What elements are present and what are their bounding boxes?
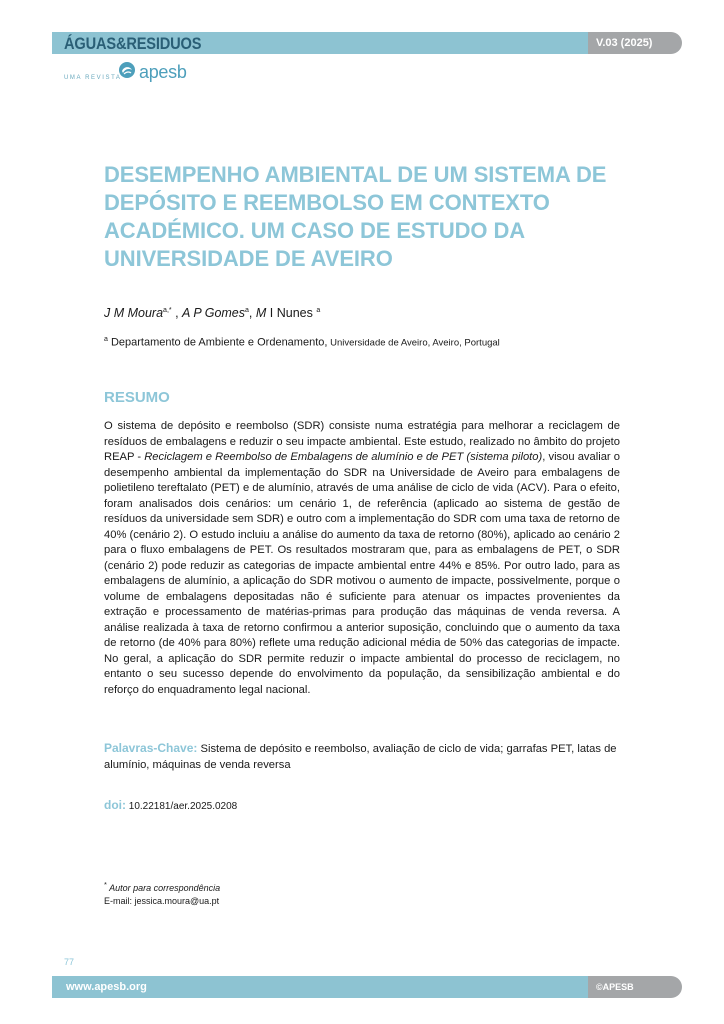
volume-badge: V.03 (2025) (588, 32, 682, 54)
abstract-text (104, 419, 620, 698)
author-3-name: I Nunes (266, 306, 313, 320)
apesb-swirl-icon (118, 61, 136, 84)
page-number: 77 (64, 957, 75, 967)
corresponding-email[interactable]: E-mail: jessica.moura@ua.pt (104, 896, 220, 906)
author-3-affil-mark: a (316, 306, 321, 314)
affiliation-mark: a (104, 336, 108, 343)
affiliation (104, 336, 500, 349)
keywords (104, 741, 620, 773)
doi (104, 798, 237, 812)
author-1: J M Moura (104, 306, 164, 320)
corresponding-mark: * (104, 880, 107, 889)
author-separator: , (248, 306, 256, 320)
abstract-part-2: , visou avaliar o desempenho ambiental da implementação do SDR na Universidade de Aveiro para embalagens de polietileno tereftalato (PET) e de alumínio, através de uma análise de ciclo de vida (ACV). Para o efeito, foram analisados dois cenários: um cenário 1, de referência (aplicado ao sistema de gestão de resíduos da universidade sem SDR) e outro com a implementação do SDR com uma taxa de retorno de 40% (cenário 2). O estudo incluiu a análise do aumento da taxa de retorno (80%), aplicado ao cenário 2 para o fluxo embalagens de PET. Os resultados mostraram que, para as embalagens de PET, o SDR (cenário 2) pode reduzir as categorias de impacte ambiental entre 44% e 85%. Por outro lado, para as embalagens de alumínio, a aplicação do SDR motivou o aumento de impacte, possivelmente, porque o volume de embalagens depositadas não é suficiente para atenuar os impactes provenientes da extração e processamento de matérias-primas para produção das máquinas de venda reversa. A análise realizada à taxa de retorno confirmou a anterior suposição, concluindo que o aumento da taxa de retorno (de 40% para 80%) reflete uma redução adicional média de 50% das categorias de impacte. No geral, a aplicação do SDR permite reduzir o impacte ambiental do processo de reciclagem, no entanto o seu sucesso depende do envolvimento da população, da sensibilização ambiental e do reforço do enquadramento legal nacional. (104, 451, 620, 696)
author-1-affil-mark: a,* (163, 306, 172, 314)
author-list (104, 306, 320, 320)
author-2: A P Gomes (182, 306, 246, 320)
doi-label: doi: (104, 798, 126, 812)
corresponding-label: Autor para correspondência (106, 883, 221, 893)
keywords-text: Sistema de depósito e reembolso, avaliação de ciclo de vida; garrafas PET, latas de alumínio, máquinas de venda reversa (104, 743, 617, 771)
article-title: DESEMPENHO AMBIENTAL DE UM SISTEMA DE DEPÓSITO E REEMBOLSO EM CONTEXTO ACADÉMICO. UM CASO DE ESTUDO DA UNIVERSIDADE DE AVEIRO (104, 162, 607, 271)
doi-value[interactable]: 10.22181/aer.2025.0208 (126, 801, 238, 812)
footer-copyright: ©APESB (588, 976, 682, 998)
journal-logo: ÁGUAS&RESIDUOS (64, 34, 202, 53)
header-tagline: UMA REVISTA (64, 75, 122, 81)
abstract-project-name: Reciclagem e Reembolso de Embalagens de alumínio e de PET (sistema piloto) (144, 451, 543, 463)
abstract-heading: RESUMO (104, 389, 170, 406)
footer-url[interactable]: www.apesb.org (66, 981, 147, 993)
abstract-part-1: O sistema de depósito e reembolso (SDR) consiste numa estratégia para melhorar a reciclagem de resíduos de embalagens e reduzir o seu impacte ambiental. Este estudo, realizado no âmbito do projeto REAP - (104, 420, 620, 463)
affiliation-institution: Universidade de Aveiro, Aveiro, Portugal (327, 337, 500, 349)
affiliation-department: Departamento de Ambiente e Ordenamento, (107, 336, 328, 349)
author-separator: , (171, 306, 183, 320)
author-3-initial: M (255, 306, 267, 320)
keywords-label: Palavras-Chave: (104, 741, 198, 755)
publisher-name: apesb (139, 62, 187, 82)
author-2-affil-mark: a (245, 306, 249, 314)
corresponding-author-note (104, 878, 220, 908)
publisher-logo (118, 60, 187, 84)
